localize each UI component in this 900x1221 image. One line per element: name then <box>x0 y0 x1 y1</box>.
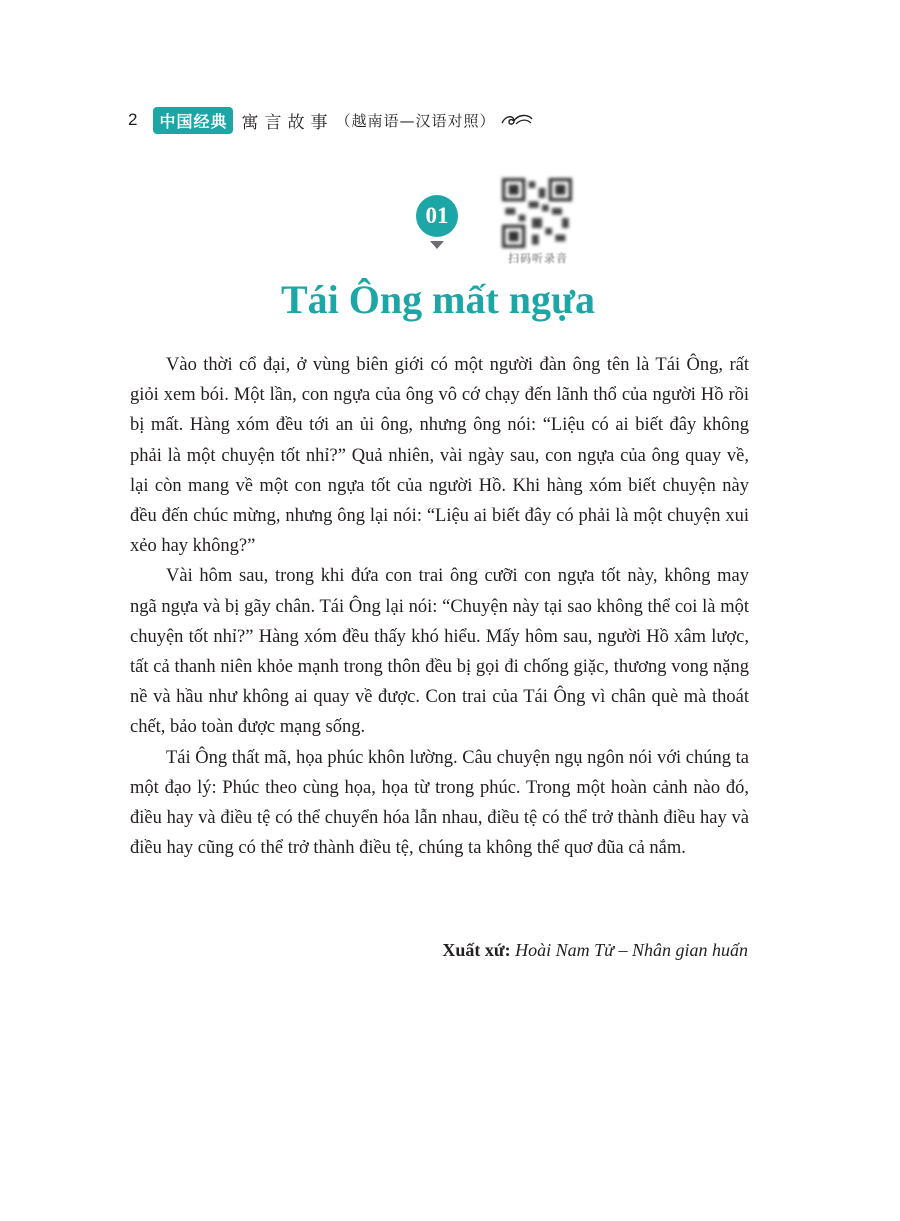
book-subtitle: （越南语—汉语对照） <box>335 111 496 130</box>
story-body <box>130 350 749 863</box>
story-title: Tái Ông mất ngựa <box>280 277 596 322</box>
page-number: 2 <box>128 110 138 129</box>
qr-code-icon <box>502 178 572 248</box>
source-label: Xuất xứ: <box>442 940 511 960</box>
chapter-marker <box>414 195 460 249</box>
story-paragraph-2: Vài hôm sau, trong khi đứa con trai ông cưỡi con ngựa tốt này, không may ngã ngựa và bị gãy chân. Tái Ông lại nói: “Chuyện này tại sao không thể coi là một chuyện tốt nhỉ?” Hàng xóm đều thấy khó hiểu. Mấy hôm sau, người Hồ xâm lược, tất cả thanh niên khỏe mạnh trong thôn đều bị gọi đi chống giặc, thương vong nặng nề và hầu như không ai quay về được. Con trai của Tái Ông vì chân què mà thoát chết, bảo toàn được mạng sống. <box>130 566 749 738</box>
series-logo: 中国经典 <box>153 107 233 134</box>
source-work: Hoài Nam Tử – Nhân gian huấn <box>515 940 748 960</box>
source-citation <box>442 940 748 961</box>
qr-caption: 扫码听录音 <box>508 252 568 265</box>
book-title: 寓言故事 <box>241 112 334 133</box>
chapter-number: 01 <box>416 195 458 237</box>
running-header <box>128 106 534 134</box>
cloud-swirl-icon <box>500 111 534 129</box>
story-paragraph-1: Vào thời cổ đại, ở vùng biên giới có một người đàn ông tên là Tái Ông, rất giỏi xem bói. Một lần, con ngựa của ông vô cớ chạy đến lãnh thổ của người Hồ rồi bị mất. Hàng xóm đều tới an ủi ông, nhưng ông nói: “Liệu có ai biết đây không phải là một chuyện tốt nhỉ?” Quả nhiên, vài ngày sau, con ngựa của ông quay về, lại còn mang về một con ngựa tốt của người Hồ. Khi hàng xóm biết chuyện này đều đến chúc mừng, nhưng ông lại nói: “Liệu ai biết đây có phải là một chuyện xui xẻo hay không?” <box>130 355 749 557</box>
chapter-arrow-icon <box>430 241 444 249</box>
story-paragraph-3: Tái Ông thất mã, họa phúc khôn lường. Câu chuyện ngụ ngôn nói với chúng ta một đạo lý: Phúc theo cùng họa, họa từ trong phúc. Trong một hoàn cảnh nào đó, điều hay và điều tệ có thể chuyển hóa lẫn nhau, điều tệ có thể trở thành điều hay và điều hay cũng có thể trở thành điều tệ, chúng ta không thể quơ đũa cả nắm. <box>130 747 749 859</box>
